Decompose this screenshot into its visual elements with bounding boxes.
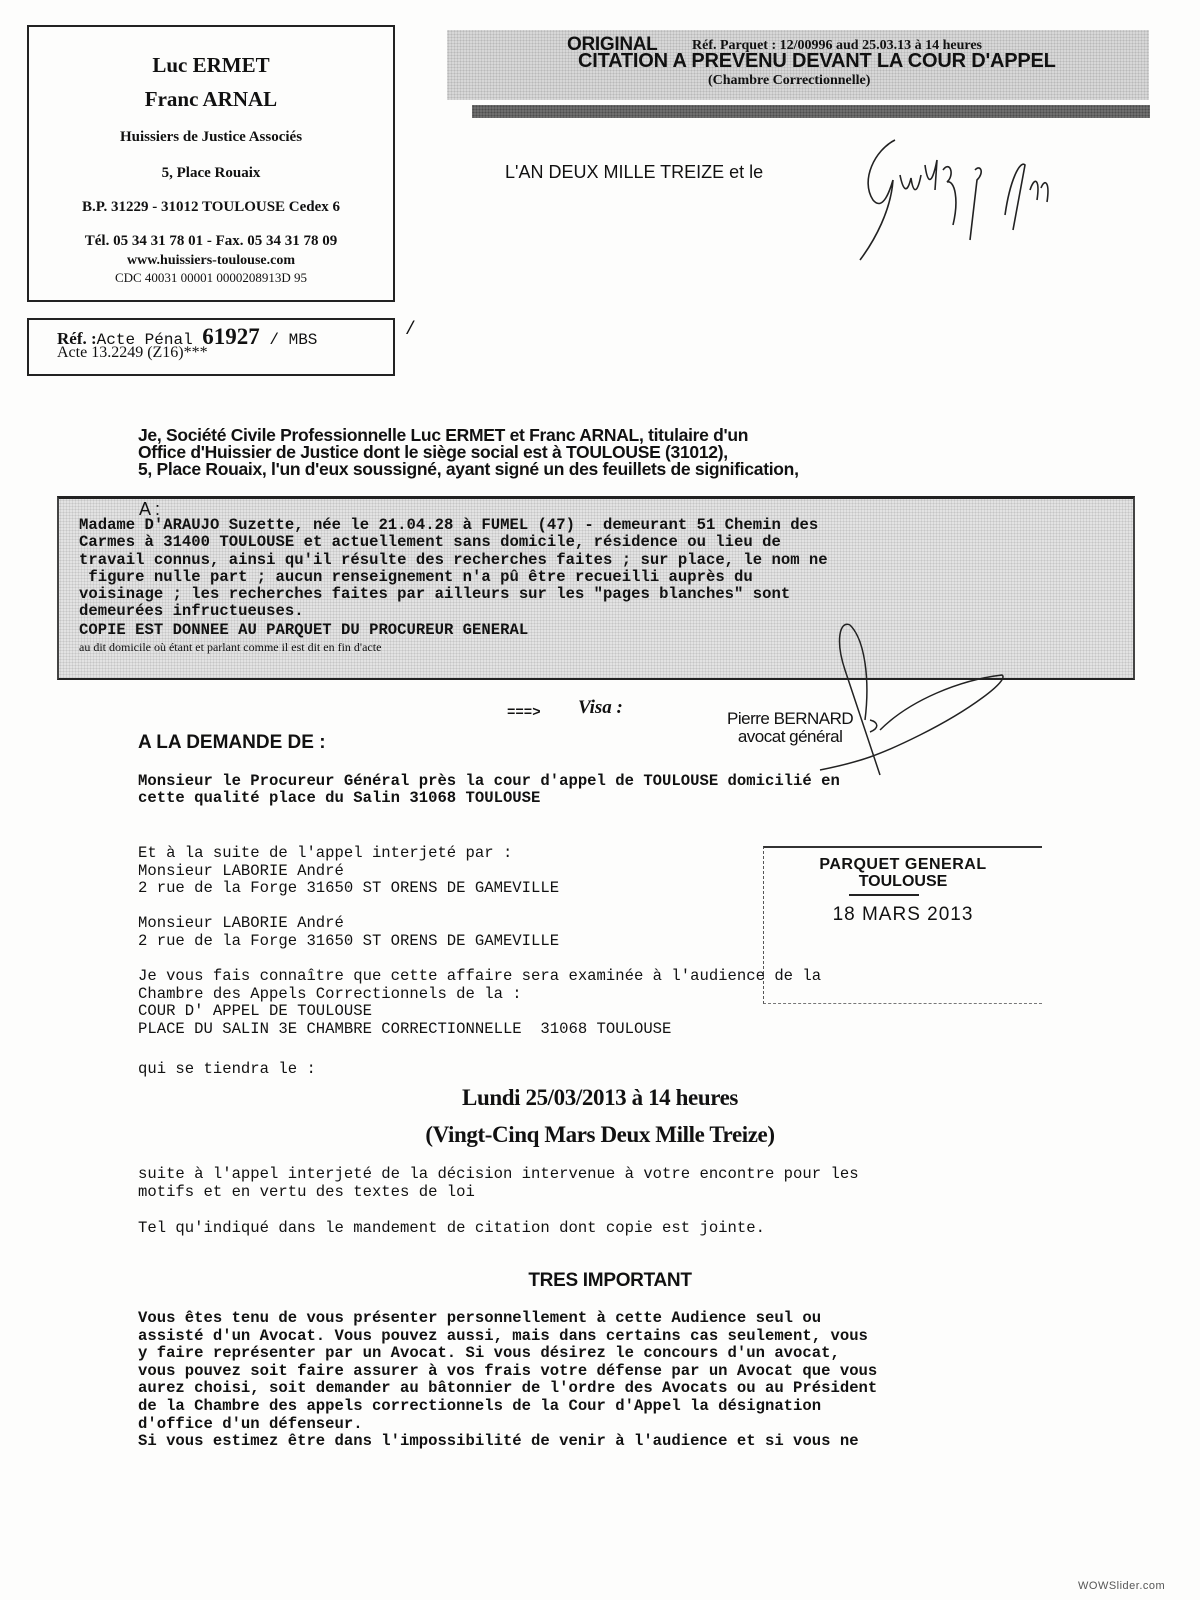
visa-arrow: ===> xyxy=(507,705,541,721)
visa-signatory-name: Pierre BERNARD xyxy=(727,709,854,728)
appeal-motive: suite à l'appel interjeté de la décision intervenue à votre encontre pour les motifs et en vertu des textes de loi xyxy=(138,1165,859,1201)
stamp-line-1: PARQUET GENERAL xyxy=(819,856,987,873)
firm-phone-fax: Tél. 05 34 31 78 01 - Fax. 05 34 31 78 09 xyxy=(84,233,338,249)
hearing-intro: qui se tiendra le : xyxy=(138,1060,316,1078)
bailiff-name-2: Franc ARNAL xyxy=(144,87,278,111)
visa-signature xyxy=(770,620,1030,780)
reference-box xyxy=(27,318,395,376)
intro-line: 5, Place Rouaix, l'un d'eux soussigné, ayant signé un des feuillets de signification, xyxy=(138,459,799,479)
parquet-reference: Réf. Parquet : 12/00996 aud 25.03.13 à 14 heures xyxy=(692,38,982,53)
requesting-party: Monsieur le Procureur Général près la cour d'appel de TOULOUSE domicilié en cette qualité place du Salin 31068 TOULOUSE xyxy=(138,772,840,807)
domicile-note: au dit domicile où étant et parlant comme il est dit en fin d'acte xyxy=(79,640,382,654)
reference-type: Acte Pénal xyxy=(96,331,203,349)
appellant-block-repeat: Monsieur LABORIE André 2 rue de la Forge 31650 ST ORENS DE GAMEVILLE xyxy=(138,914,560,950)
letterhead-box xyxy=(27,25,395,302)
header-divider xyxy=(472,105,1150,118)
copy-notice: COPIE EST DONNEE AU PARQUET DU PROCUREUR GENERAL xyxy=(79,621,529,639)
citation-reference: Tel qu'indiqué dans le mandement de citation dont copie est jointe. xyxy=(138,1219,765,1237)
hearing-notice: Je vous fais connaître que cette affaire sera examinée à l'audience de la Chambre des Appels Correctionnels de la : COUR D' APPEL DE TOULOUSE PLACE DU SALIN 3E CHAMBRE CORRECTIONNELLE 31068 TOULOUSE xyxy=(138,967,822,1038)
stamp-date: 18 MARS 2013 xyxy=(832,904,974,925)
year-line: L'AN DEUX MILLE TREIZE et le xyxy=(505,162,764,182)
request-heading: A LA DEMANDE DE : xyxy=(138,732,326,753)
addressee-heading: A : xyxy=(139,499,161,519)
reference-acte: Acte 13.2249 (Z16)*** xyxy=(57,344,208,361)
reference-number: 61927 xyxy=(202,324,260,349)
visa-signatory-role: avocat général xyxy=(737,727,843,746)
hearing-date-words: (Vingt-Cinq Mars Deux Mille Treize) xyxy=(425,1122,775,1147)
firm-po-box: B.P. 31229 - 31012 TOULOUSE Cedex 6 xyxy=(81,199,341,215)
firm-bank-account: CDC 40031 00001 0000208913D 95 xyxy=(114,270,308,285)
reference-slash: / xyxy=(405,320,416,340)
important-heading: TRES IMPORTANT xyxy=(528,1270,692,1291)
document-subtitle: (Chambre Correctionnelle) xyxy=(708,73,871,88)
original-label: ORIGINAL xyxy=(567,34,658,55)
reference-suffix: / MBS xyxy=(259,331,318,349)
visa-label: Visa : xyxy=(578,697,623,718)
reference-label: Réf. : xyxy=(57,329,97,348)
bailiff-name-1: Luc ERMET xyxy=(152,53,270,77)
intro-line: Je, Société Civile Professionnelle Luc ERMET et Franc ARNAL, titulaire d'un xyxy=(138,425,749,445)
firm-address: 5, Place Rouaix xyxy=(161,165,261,181)
intro-paragraph xyxy=(138,427,799,478)
addressee-details: Madame D'ARAUJO Suzette, née le 21.04.28 à FUMEL (47) - demeurant 51 Chemin des Carmes à 31400 TOULOUSE et actuellement sans domicile, résidence ou lieu de travail connus, ainsi qu'il résulte des recherches faites ; sur place, le nom ne figure nulle part ; aucun renseignement n'a pû être recueilli auprès du voisinage ; les recherches faites par ailleurs sur les "pages blanches" sont demeurées infructueuses. xyxy=(79,516,828,621)
watermark: WOWSlider.com xyxy=(1078,1580,1166,1592)
stamp-underline xyxy=(849,894,919,896)
document-title: CITATION A PREVENU DEVANT LA COUR D'APPEL xyxy=(578,50,1056,72)
appellant-block: Et à la suite de l'appel interjeté par : Monsieur LABORIE André 2 rue de la Forge 31650 ST ORENS DE GAMEVILLE xyxy=(138,844,560,897)
stamp-line-2: TOULOUSE xyxy=(858,873,948,890)
important-body: Vous êtes tenu de vous présenter personnellement à cette Audience seul ou assisté d'un Avocat. Vous pouvez aussi, mais dans certains cas seulement, vous y faire représenter par un Avocat. Si vous désirez le concours d'un avocat, vous pouvez soit faire assurer à vos frais votre défense par un Avocat que vous aurez choisi, soit demander au bâtonnier de l'ordre des Avocats ou au Président de la Chambre des appels correctionnels de la Cour d'Appel la désignation d'office d'un défenseur. Si vous estimez être dans l'impossibilité de venir à l'audience et si vous ne xyxy=(138,1309,878,1451)
firm-title: Huissiers de Justice Associés xyxy=(119,129,303,145)
hearing-date: Lundi 25/03/2013 à 14 heures xyxy=(462,1085,738,1110)
firm-website: www.huissiers-toulouse.com xyxy=(126,253,295,268)
handwritten-date-signature xyxy=(855,120,1135,270)
intro-line: Office d'Huissier de Justice dont le siège social est à TOULOUSE (31012), xyxy=(138,442,728,462)
